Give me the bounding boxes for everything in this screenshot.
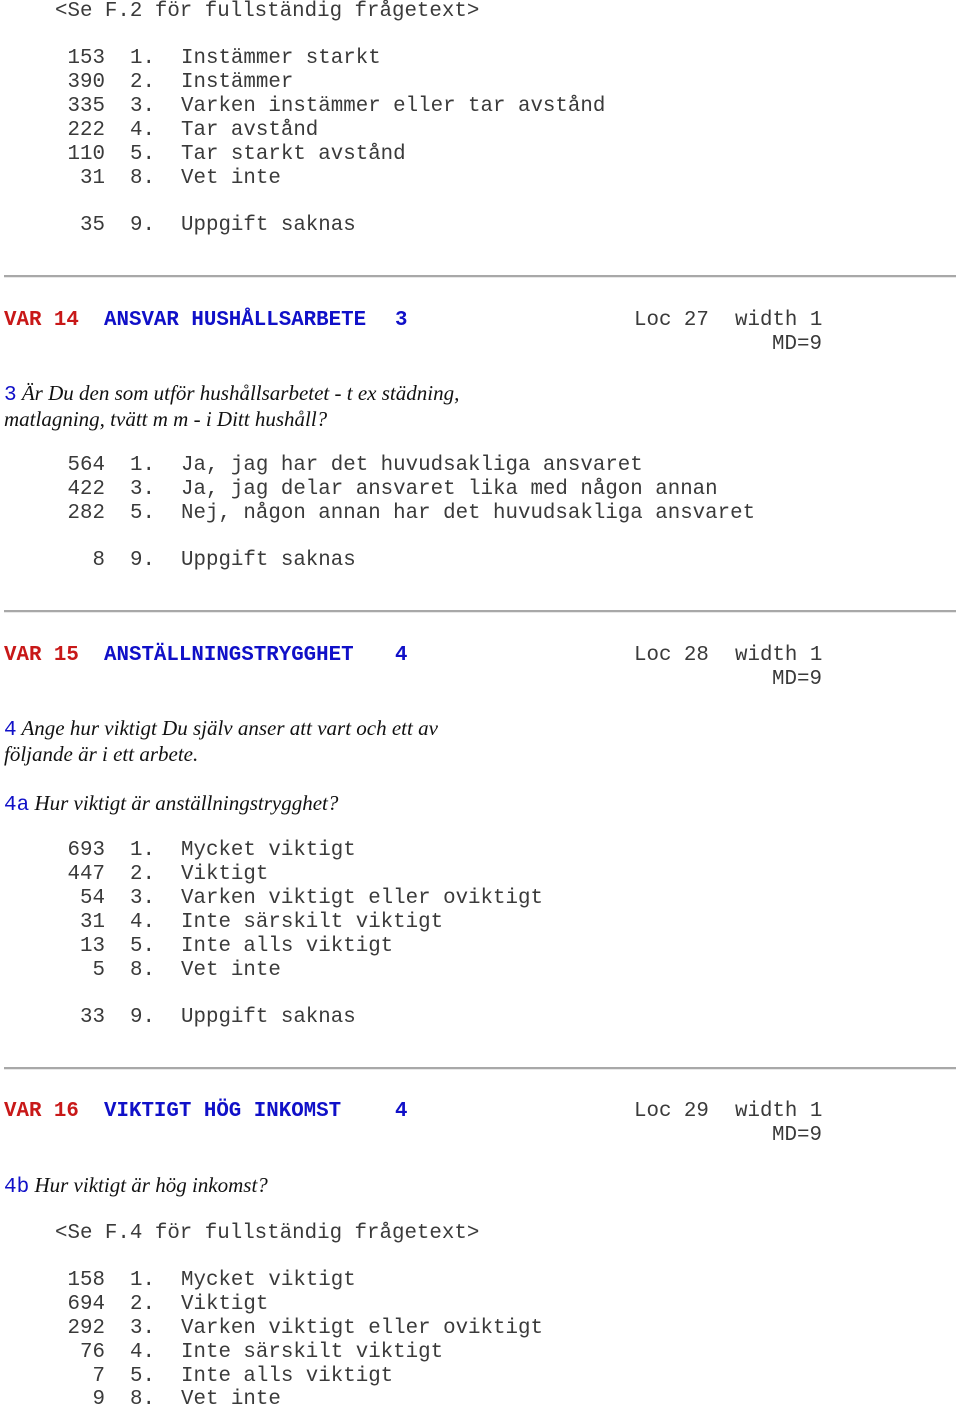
variable-header: VAR 16 (4, 1100, 79, 1123)
sub-question: 4b Hur viktigt är hög inkomst? (4, 1173, 268, 1199)
sub-question: 4a Hur viktigt är anställningstrygghet? (4, 791, 339, 817)
see-full-question-note: <Se F.4 för fullständig frågetext> (55, 1222, 480, 1245)
list-item: 153 1. Instämmer starkt (67, 47, 381, 70)
section-divider (4, 610, 956, 613)
variable-name: ANSTÄLLNINGSTRYGGHET (104, 644, 354, 667)
list-item: 292 3. Varken viktigt eller oviktigt (67, 1317, 543, 1340)
list-item: 158 1. Mycket viktigt (67, 1269, 356, 1292)
list-item: 694 2. Viktigt (67, 1293, 269, 1316)
list-item: 31 4. Inte särskilt viktigt (80, 911, 444, 934)
missing-data-code: MD=9 (772, 668, 822, 691)
list-item: 222 4. Tar avstånd (67, 119, 319, 142)
list-item: 76 4. Inte särskilt viktigt (80, 1341, 444, 1364)
section-divider (4, 275, 956, 278)
question-number: 3 (4, 384, 17, 407)
question-number: 4 (4, 719, 17, 742)
variable-header: VAR 15 (4, 644, 79, 667)
list-item: 110 5. Tar starkt avstånd (67, 143, 406, 166)
list-item: 54 3. Varken viktigt eller oviktigt (80, 887, 543, 910)
question-text: 3 Är Du den som utför hushållsarbetet - t ex städning, (4, 381, 460, 407)
section-divider (4, 1067, 956, 1070)
see-full-question-note: <Se F.2 för fullständig frågetext> (55, 0, 480, 23)
missing-data-code: MD=9 (772, 333, 822, 356)
list-item: 13 5. Inte alls viktigt (80, 935, 394, 958)
field-width: width 1 (735, 309, 823, 332)
variable-name: VIKTIGT HÖG INKOMST (104, 1100, 342, 1123)
variable-name: ANSVAR HUSHÅLLSARBETE (104, 309, 367, 332)
variable-header: VAR 14 (4, 309, 79, 332)
list-item: 693 1. Mycket viktigt (67, 839, 356, 862)
field-width: width 1 (735, 1100, 823, 1123)
location: Loc 29 (634, 1100, 709, 1123)
list-item: 390 2. Instämmer (67, 71, 294, 94)
missing-item: 8 9. Uppgift saknas (92, 549, 356, 572)
missing-data-code: MD=9 (772, 1124, 822, 1147)
missing-item: 35 9. Uppgift saknas (80, 214, 356, 237)
question-text-cont: matlagning, tvätt m m - i Ditt hushåll? (4, 407, 328, 431)
question-text-cont: följande är i ett arbete. (4, 742, 199, 766)
question-ref: 3 (395, 309, 408, 332)
question-ref: 4 (395, 1100, 408, 1123)
missing-item: 33 9. Uppgift saknas (80, 1006, 356, 1029)
list-item: 9 8. Vet inte (92, 1388, 281, 1411)
list-item: 564 1. Ja, jag har det huvudsakliga ansvaret (67, 454, 643, 477)
question-text: 4 Ange hur viktigt Du själv anser att vart och ett av (4, 716, 438, 742)
list-item: 335 3. Varken instämmer eller tar avstånd (67, 95, 606, 118)
field-width: width 1 (735, 644, 823, 667)
list-item: 282 5. Nej, någon annan har det huvudsakliga ansvaret (67, 502, 756, 525)
location: Loc 27 (634, 309, 709, 332)
location: Loc 28 (634, 644, 709, 667)
list-item: 422 3. Ja, jag delar ansvaret lika med någon annan (67, 478, 718, 501)
question-ref: 4 (395, 644, 408, 667)
list-item: 31 8. Vet inte (80, 167, 281, 190)
list-item: 447 2. Viktigt (67, 863, 269, 886)
sub-question-number: 4b (4, 1176, 30, 1199)
sub-question-number: 4a (4, 794, 30, 817)
list-item: 5 8. Vet inte (92, 959, 281, 982)
list-item: 7 5. Inte alls viktigt (92, 1365, 394, 1388)
